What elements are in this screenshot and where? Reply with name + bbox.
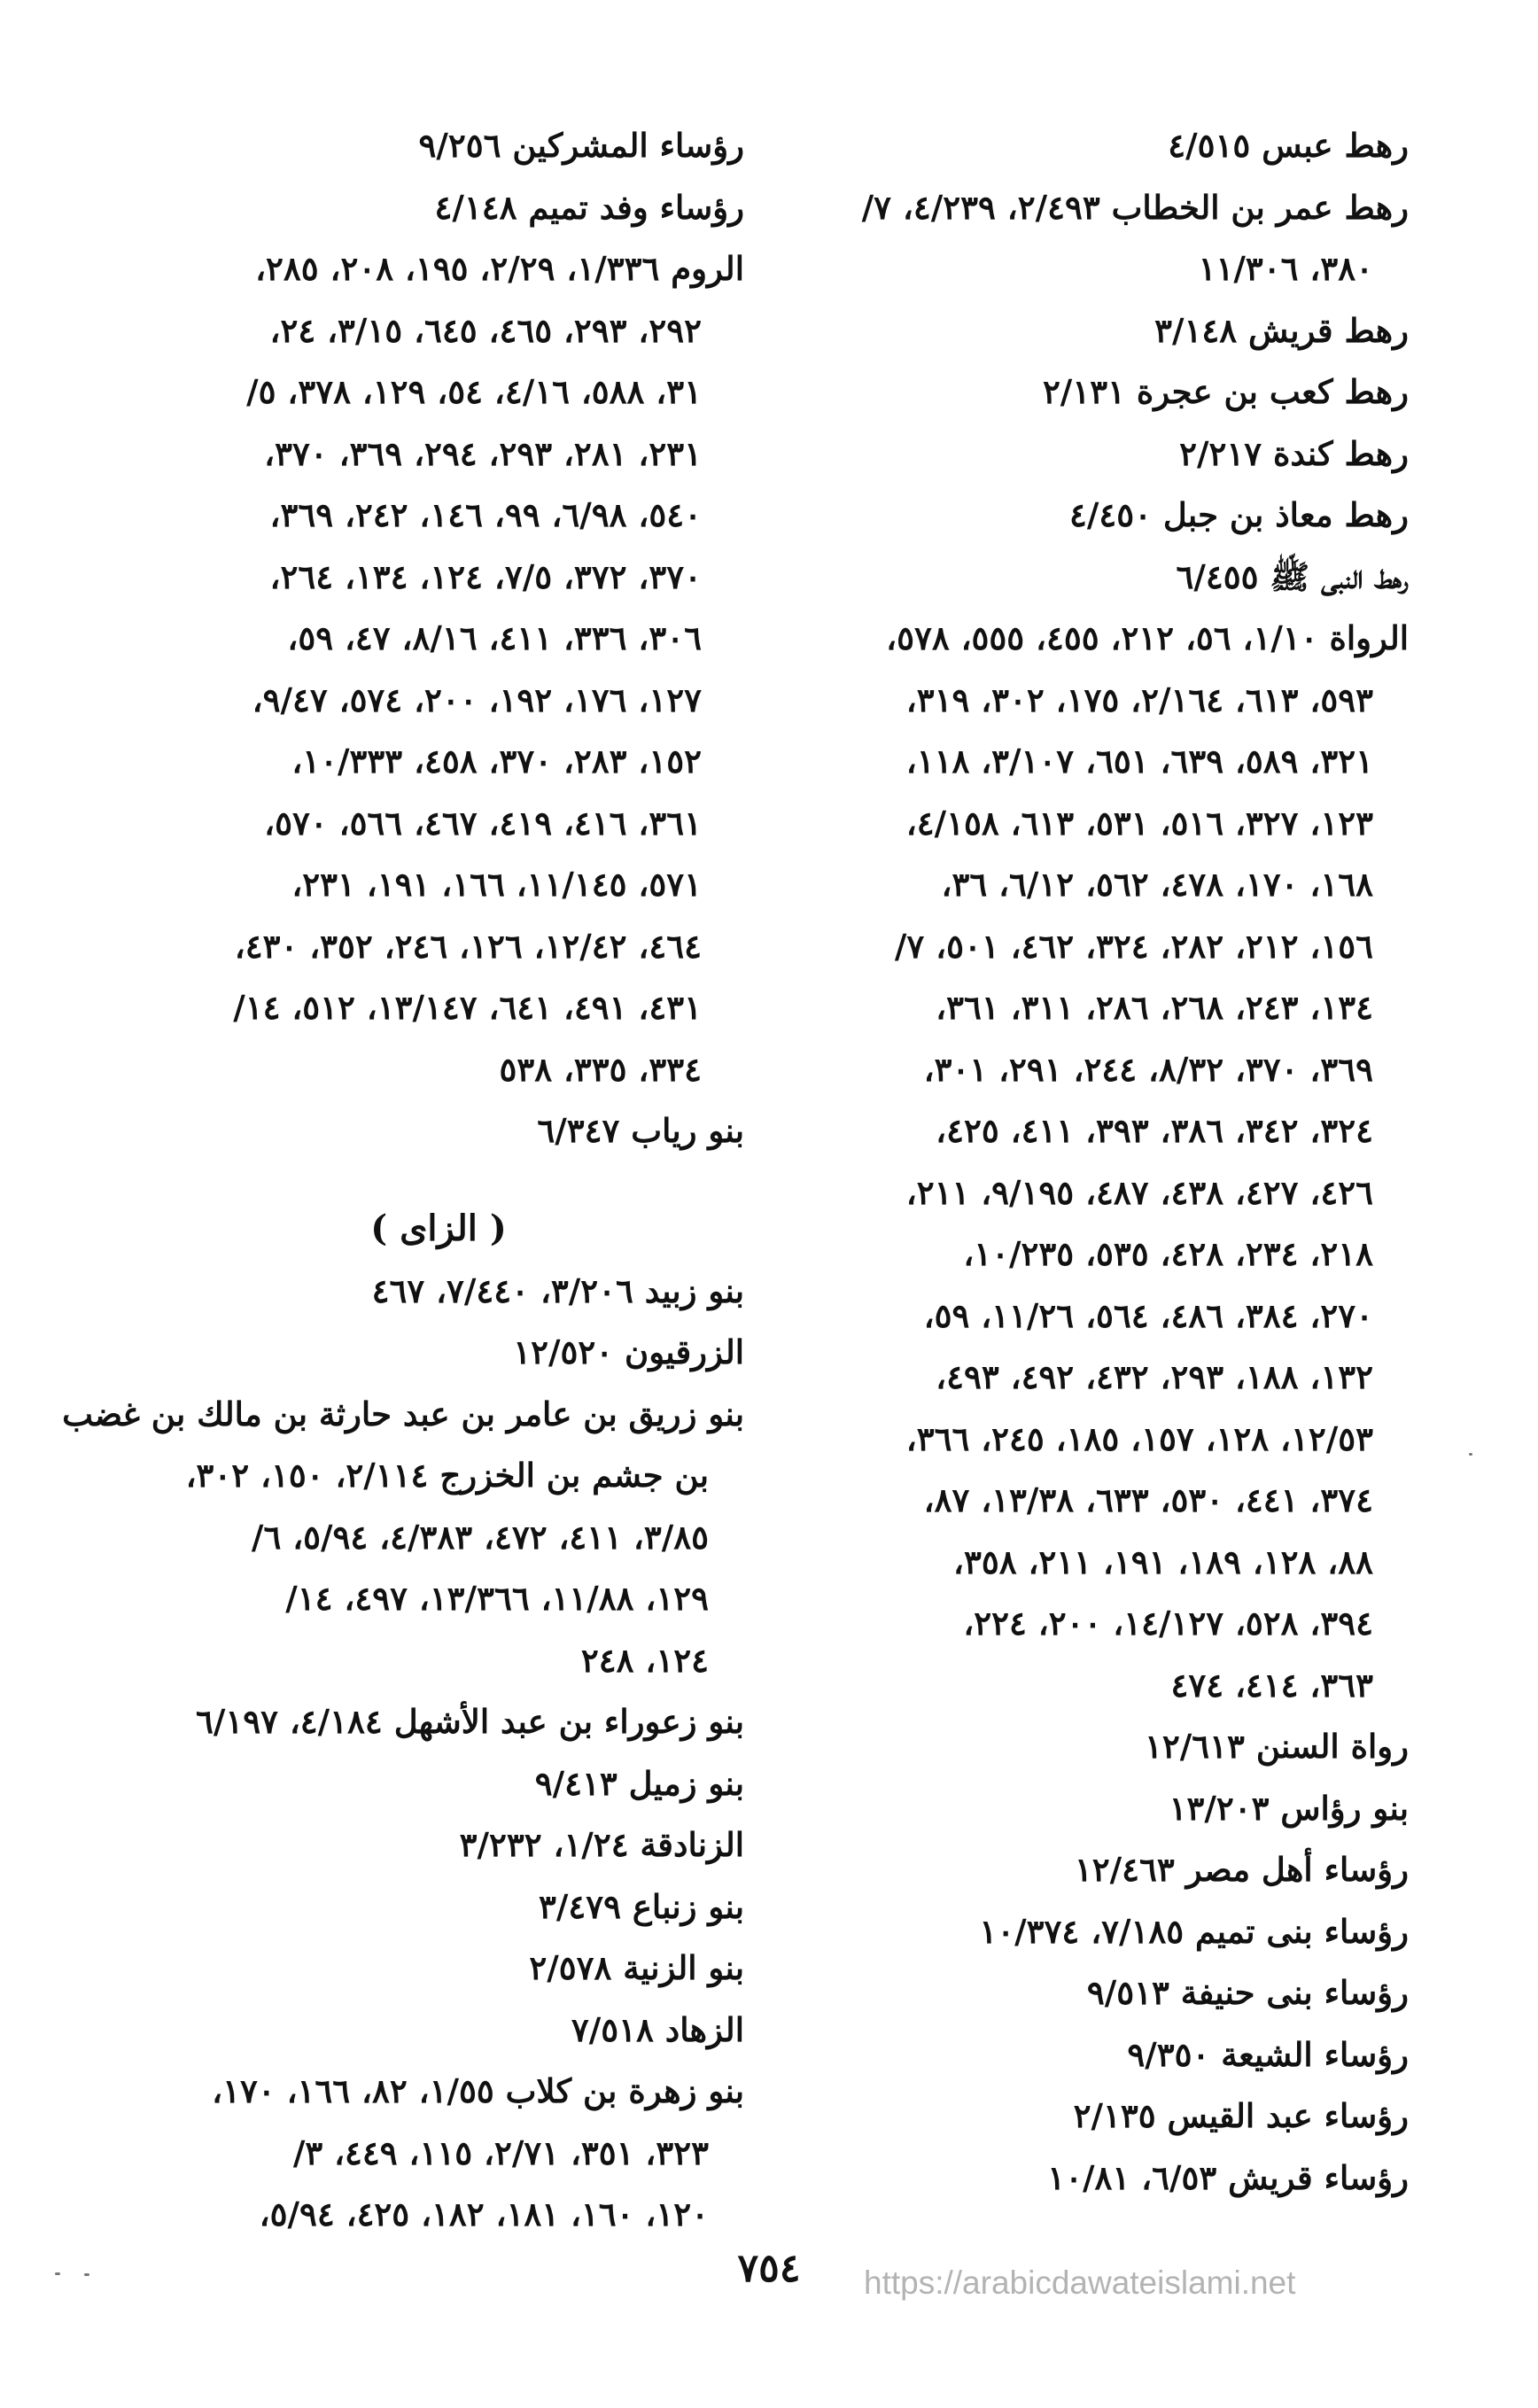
index-entry-continuation: ٣٢٣، ٣٥١، ٢/٧١، ١١٥، ٤٤٩، ٣/	[292, 2132, 709, 2172]
index-entry-continuation: ١٢٤، ٢٤٨	[580, 1640, 709, 1680]
index-entry-continuation: ٣٩٤، ٥٢٨، ١٤/١٢٧، ٢٠٠، ٢٢٤،	[963, 1604, 1373, 1643]
index-entry: بنو زبيد ٣/٢٠٦، ٧/٤٤٠، ٤٦٧	[371, 1270, 744, 1310]
index-entry-continuation: ٤٢٦، ٤٢٧، ٤٣٨، ٤٨٧، ٩/١٩٥، ٢١١،	[905, 1172, 1373, 1212]
index-entry: بنو الزنية ٢/٥٧٨	[529, 1948, 744, 1987]
index-entry: رهط كعب بن عجرة ٢/١٣١	[1042, 372, 1409, 411]
index-entry: بنو زعوراء بن عبد الأشهل ٤/١٨٤، ٦/١٩٧	[195, 1702, 744, 1741]
index-entry-continuation: ٣٧٠، ٣٧٢، ٧/٥، ١٢٤، ١٣٤، ٢٦٤،	[269, 556, 702, 596]
index-entry-continuation: ٥٤٠، ٦/٩٨، ٩٩، ١٤٦، ٢٤٢، ٣٦٩،	[269, 495, 702, 534]
index-entry-continuation: ١٣٤، ٢٤٣، ٢٦٨، ٢٨٦، ٣١١، ٣٦١،	[936, 988, 1373, 1027]
index-entry-continuation: ٣٦١، ٤١٦، ٤١٩، ٤٦٧، ٥٦٦، ٥٧٠،	[264, 803, 702, 843]
index-entry-continuation: ٣٧٤، ٤٤١، ٥٣٠، ٦٣٣، ١٣/٣٨، ٨٧،	[923, 1480, 1373, 1519]
watermark-url: https://arabicdawateislami.net	[864, 2264, 1296, 2301]
index-entry: رؤساء الشيعة ٩/٣٥٠	[1127, 2034, 1409, 2074]
index-entry-continuation: ١٢٩، ١١/٨٨، ١٣/٣٦٦، ٤٩٧، ١٤/	[285, 1579, 709, 1618]
index-entry-continuation: ٣٨٠، ١١/٣٠٦	[1198, 249, 1373, 288]
index-entry-continuation: ٢٧٠، ٣٨٤، ٤٨٦، ٥٦٤، ١١/٢٦، ٥٩،	[923, 1295, 1373, 1335]
index-entry-continuation: ٣١، ٥٨٨، ٤/١٦، ٥٤، ١٢٩، ٣٧٨، ٥/	[246, 372, 702, 411]
scan-speck	[1469, 1453, 1472, 1456]
index-entry-continuation: ٣٦٣، ٤١٤، ٤٧٤	[1170, 1665, 1373, 1705]
index-entry: رهط كندة ٢/٢١٧	[1179, 433, 1409, 473]
index-entry-continuation: ٢٩٢، ٢٩٣، ٤٦٥، ٦٤٥، ٣/١٥، ٢٤،	[269, 310, 702, 350]
index-entry: بنو زميل ٩/٤١٣	[534, 1763, 744, 1803]
page-number: ٧٥٤	[737, 2246, 801, 2291]
index-entry-continuation: ٣٢٤، ٣٤٢، ٣٨٦، ٣٩٣، ٤١١، ٤٢٥،	[936, 1111, 1373, 1150]
index-entry-continuation: ٤٦٤، ١٢/٤٢، ١٢٦، ٢٤٦، ٣٥٢، ٤٣٠،	[234, 926, 702, 966]
index-entry-continuation: ٥٩٣، ٦١٣، ٢/١٦٤، ١٧٥، ٣٠٢، ٣١٩،	[905, 680, 1373, 719]
right-index-column	[788, 115, 1409, 2209]
index-entry-continuation: ١٥٦، ٢١٢، ٢٨٢، ٣٢٤، ٤٦٢، ٥٠١، ٧/	[894, 926, 1373, 966]
left-index-column	[62, 115, 744, 2246]
index-entry-continuation: ٢٣١، ٢٨١، ٢٩٣، ٢٩٤، ٣٦٩، ٣٧٠،	[264, 433, 702, 473]
index-entry: الزهاد ٧/٥١٨	[571, 2009, 744, 2049]
index-entry: رؤساء وفد تميم ٤/١٤٨	[434, 187, 744, 227]
index-entry: بنو رياب ٦/٣٤٧	[537, 1111, 744, 1150]
index-entry: رهط قريش ٣/١٤٨	[1154, 310, 1409, 350]
index-entry: الزنادقة ١/٢٤، ٣/٢٣٢	[459, 1825, 744, 1864]
index-entry: رؤساء عبد القيس ٢/١٣٥	[1073, 2096, 1409, 2135]
index-entry-continuation: ١٢/٥٣، ١٢٨، ١٥٧، ١٨٥، ٢٤٥، ٣٦٦،	[905, 1418, 1373, 1458]
index-entry: بنو رؤاس ١٣/٢٠٣	[1169, 1788, 1409, 1828]
index-entry-continuation: ٣٠٦، ٣٣٦، ٤١١، ٨/١٦، ٤٧، ٥٩،	[287, 618, 702, 657]
index-entry: رهط عمر بن الخطاب ٢/٤٩٣، ٤/٢٣٩، ٧/	[861, 187, 1409, 227]
index-entry: رؤساء المشركين ٩/٢٥٦	[418, 126, 744, 165]
index-entry-continuation: ١٢٣، ٣٢٧، ٥١٦، ٥٣١، ٦١٣، ٤/١٥٨،	[905, 803, 1373, 843]
index-entry-continuation: ٣٦٩، ٣٧٠، ٨/٣٢، ٢٤٤، ٢٩١، ٣٠١،	[923, 1049, 1373, 1089]
index-entry-continuation: بن جشم بن الخزرج ٢/١١٤، ١٥٠، ٣٠٢،	[185, 1456, 709, 1495]
index-entry-continuation: ٥٧١، ١١/١٤٥، ١٦٦، ١٩١، ٢٣١،	[291, 865, 702, 904]
index-entry: رؤساء بنى تميم ٧/١٨٥، ١٠/٣٧٤	[979, 1911, 1409, 1951]
index-entry: رهط معاذ بن جبل ٤/٤٥٠	[1069, 495, 1409, 534]
index-entry: الزرقيون ١٢/٥٢٠	[513, 1332, 744, 1371]
index-entry: رهط النبى ﷺ ٦/٤٥٥	[1176, 556, 1409, 596]
index-entry: بنو زهرة بن كلاب ١/٥٥، ٨٢، ١٦٦، ١٧٠،	[212, 2071, 744, 2110]
index-entry-continuation: ١٢٠، ١٦٠، ١٨١، ١٨٢، ٤٢٥، ٥/٩٤،	[259, 2194, 709, 2233]
index-entry: الرواة ١/١٠، ٥٦، ٢١٢، ٤٥٥، ٥٥٥، ٥٧٨،	[886, 618, 1409, 657]
index-entry-continuation: ١٦٨، ١٧٠، ٤٧٨، ٥٦٢، ٦/١٢، ٣٦،	[941, 865, 1373, 904]
index-entry: رؤساء بنى حنيفة ٩/٥١٣	[1086, 1973, 1409, 2012]
index-entry-continuation: ٨٨، ١٢٨، ١٨٩، ١٩١، ٢١١، ٣٥٨،	[953, 1542, 1373, 1581]
index-entry-continuation: ٤٣١، ٤٩١، ٦٤١، ١٣/١٤٧، ٥١٢، ١٤/	[233, 988, 702, 1027]
index-entry-continuation: ٣/٨٥، ٤١١، ٤٧٢، ٤/٣٨٣، ٥/٩٤، ٦/	[251, 1517, 709, 1557]
index-entry-continuation: ١٣٢، ١٨٨، ٢٩٣، ٤٣٢، ٤٩٢، ٤٩٣،	[936, 1357, 1373, 1396]
index-entry: الروم ١/٣٣٦، ٢/٢٩، ١٩٥، ٢٠٨، ٢٨٥،	[255, 249, 744, 288]
index-entry-continuation: ١٥٢، ٢٨٣، ٣٧٠، ٤٥٨، ١٠/٣٣٣،	[291, 742, 702, 781]
section-heading: ( الزاى )	[370, 1207, 507, 1249]
index-entry-continuation: ٣٢١، ٥٨٩، ٦٣٩، ٦٥١، ٣/١٠٧، ١١٨،	[905, 742, 1373, 781]
index-entry-continuation: ٢١٨، ٢٣٤، ٤٢٨، ٥٣٥، ١٠/٢٣٥،	[963, 1234, 1373, 1273]
index-entry: بنو زريق بن عامر بن عبد حارثة بن مالك بن غضب	[62, 1394, 744, 1433]
index-entry-continuation: ٣٣٤، ٣٣٥، ٥٣٨	[499, 1049, 702, 1089]
index-entry: رؤساء قريش ٦/٥٣، ١٠/٨١	[1047, 2157, 1409, 2197]
index-entry-continuation: ١٢٧، ١٧٦، ١٩٢، ٢٠٠، ٥٧٤، ٩/٤٧،	[252, 680, 702, 719]
scan-speck	[55, 2272, 60, 2275]
index-entry: بنو زنباع ٣/٤٧٩	[538, 1886, 744, 1926]
index-entry: رؤساء أهل مصر ١٢/٤٦٣	[1074, 1850, 1409, 1889]
index-entry: رهط عبس ٤/٥١٥	[1168, 126, 1409, 165]
scan-speck	[84, 2273, 89, 2276]
index-entry: رواة السنن ١٢/٦١٣	[1145, 1727, 1409, 1766]
